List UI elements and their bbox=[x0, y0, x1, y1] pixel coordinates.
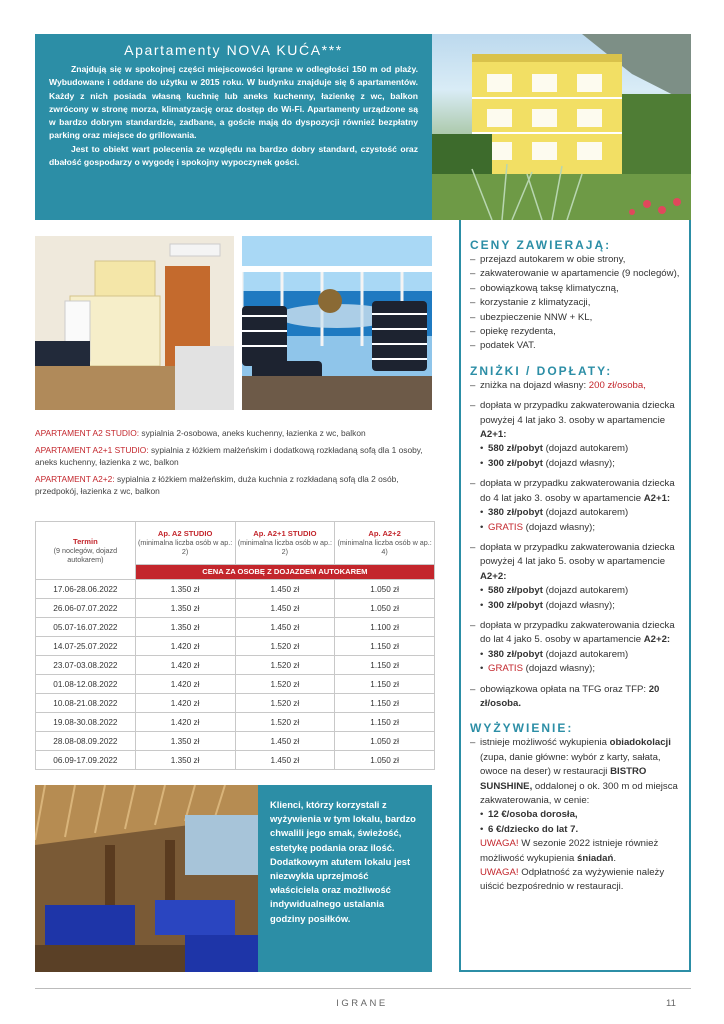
list-item: UWAGA! Odpłatność za wyżywienie należy uiścić bezpośrednio w restauracji. bbox=[480, 867, 665, 893]
footer-divider bbox=[35, 988, 691, 989]
col-header-a2-1: Ap. A2+1 STUDIO (minimalna liczba osób w ap.: 2) bbox=[235, 522, 335, 565]
discounts-list bbox=[470, 379, 680, 712]
list-item: – dopłata w przypadku zakwaterowania dziecka powyżej 4 lat jako 5. osoby w apartamencie A2+2: bbox=[470, 541, 680, 584]
table-row: 19.08-30.08.2022 1.420 zł 1.520 zł 1.150 zł bbox=[36, 713, 435, 732]
list-item: UWAGA! W sezonie 2022 istnieje również możliwość wykupienia śniadań. bbox=[480, 838, 659, 864]
list-item: • 6 €/dziecko do lat 7. bbox=[470, 823, 680, 837]
table-row: 10.08-21.08.2022 1.420 zł 1.520 zł 1.150 zł bbox=[36, 694, 435, 713]
apartment-descriptions bbox=[35, 427, 435, 502]
table-row: 26.06-07.07.2022 1.350 zł 1.450 zł 1.050 zł bbox=[36, 599, 435, 618]
list-item: – zakwaterowanie w apartamencie (9 noclegów), bbox=[470, 267, 680, 281]
table-row: 14.07-25.07.2022 1.420 zł 1.520 zł 1.150 zł bbox=[36, 637, 435, 656]
list-item: – obowiązkową taksę klimatyczną, bbox=[470, 282, 680, 296]
table-row: 23.07-03.08.2022 1.420 zł 1.520 zł 1.150 zł bbox=[36, 656, 435, 675]
intro-paragraph-2: Jest to obiekt wart polecenia ze względu na bardzo dobry standard, czystość oraz dbałość gospodarzy o wygodę i spokojny wypoczynek gości. bbox=[49, 143, 418, 168]
list-item: • 380 zł/pobyt (dojazd autokarem) bbox=[470, 648, 680, 662]
list-item: • 12 €/osoba dorosła, bbox=[470, 808, 680, 822]
list-item: • 300 zł/pobyt (dojazd własny); bbox=[470, 599, 680, 613]
table-row: 28.08-08.09.2022 1.350 zł 1.450 zł 1.050 zł bbox=[36, 732, 435, 751]
callout-arrow bbox=[415, 856, 429, 884]
discounts-heading: ZNIŻKI / DOPŁATY: bbox=[470, 363, 613, 378]
list-item: • GRATIS (dojazd własny); bbox=[470, 662, 680, 676]
list-item: – korzystanie z klimatyzacji, bbox=[470, 296, 680, 310]
balcony-photo bbox=[242, 236, 432, 410]
footer-location: IGRANE bbox=[336, 998, 388, 1009]
restaurant-info-box bbox=[258, 785, 432, 972]
apartment-a2: APARTAMENT A2 STUDIO: sypialnia 2-osobowa, aneks kuchenny, łazienka z wc, balkon bbox=[35, 428, 366, 438]
list-item: – zniżka na dojazd własny: 200 zł/osoba, bbox=[470, 379, 680, 393]
list-item: • 380 zł/pobyt (dojazd autokarem) bbox=[470, 506, 680, 520]
list-item: – dopłata w przypadku zakwaterowania dziecka do 4 lat jako 3. osoby w apartamencie A2+1: bbox=[470, 477, 680, 506]
list-item: • 580 zł/pobyt (dojazd autokarem) bbox=[470, 584, 680, 598]
table-row: 05.07-16.07.2022 1.350 zł 1.450 zł 1.100 zł bbox=[36, 618, 435, 637]
col-header-a2-2: Ap. A2+2 (minimalna liczba osób w ap.: 4) bbox=[335, 522, 435, 565]
list-item: – podatek VAT. bbox=[470, 339, 680, 353]
page-number: 11 bbox=[666, 998, 676, 1009]
list-item: • GRATIS (dojazd własny); bbox=[470, 521, 680, 535]
price-band-label: CENA ZA OSOBĘ Z DOJAZDEM AUTOKAREM bbox=[135, 564, 434, 579]
list-item: • 300 zł/pobyt (dojazd własny); bbox=[470, 457, 680, 471]
list-item: – przejazd autokarem w obie strony, bbox=[470, 253, 680, 267]
list-item: – dopłata w przypadku zakwaterowania dziecka do lat 4 jako 5. osoby w apartamencie A2+2: bbox=[470, 619, 680, 648]
table-row: 17.06-28.06.2022 1.350 zł 1.450 zł 1.050 zł bbox=[36, 580, 435, 599]
table-row: 01.08-12.08.2022 1.420 zł 1.520 zł 1.150 zł bbox=[36, 675, 435, 694]
list-item: • 580 zł/pobyt (dojazd autokarem) bbox=[470, 442, 680, 456]
restaurant-text: Klienci, którzy korzystali z wyżywienia w tym lokalu, bardzo chwalili jego smak, świeżość, estetykę podania oraz ilość. Dodatkowym atutem lokalu jest niezwykła uprzejmość właściciela oraz możliwość indywidualnego ustalania godziny posiłków. bbox=[270, 799, 416, 924]
intro-paragraph-1: Znajdują się w spokojnej części miejscowości Igrane w odległości 150 m od plaży. Wybudowane i oddane do użytku w 2015 roku. W budynku znajduje się 6 apartamentów. Każdy z nich posiada własną kuchnię lub aneks kuchenny, łazienkę z wc, balkon zwrócony w stronę morza, klimatyzację oraz dostęp do Wi-Fi. Apartamenty urządzone są w bardzo dobrym standardzie, zadbane, a goście mają do dyspozycji również bezpłatny parking oraz miejsce do grillowania. bbox=[49, 64, 418, 141]
table-row: 06.09-17.09.2022 1.350 zł 1.450 zł 1.050 zł bbox=[36, 751, 435, 770]
apartment-a2-1: APARTAMENT A2+1 STUDIO: sypialnia z łóżkiem małżeńskim i dodatkową rozkładaną sofą dla 1 osoby, aneks kuchenny, łazienka z wc, balkon bbox=[35, 444, 423, 468]
list-item: – obowiązkowa opłata na TFG oraz TFP: 20 zł/osoba. bbox=[470, 683, 680, 712]
list-item: – dopłata w przypadku zakwaterowania dziecka powyżej 4 lat jako 3. osoby w apartamencie A2+1: bbox=[470, 399, 680, 442]
list-item: – ubezpieczenie NNW + KL, bbox=[470, 311, 680, 325]
col-header-a2: Ap. A2 STUDIO (minimalna liczba osób w ap.: 2) bbox=[135, 522, 235, 565]
term-header: Termin (9 noclegów, dojazd autokarem) bbox=[36, 522, 136, 580]
list-item: – istnieje możliwość wykupienia obiadokolacji (zupa, danie główne: wybór z karty, sałata, owoce na deser) w restauracji BISTRO SUNSHINE, oddalonej o ok. 300 m od miejsca zakwaterowania, w cenie: bbox=[470, 736, 680, 808]
page-title: Apartamenty NOVA KUĆA*** bbox=[124, 42, 343, 58]
restaurant-photo bbox=[35, 785, 267, 972]
meals-list bbox=[470, 736, 680, 894]
studio-kitchen-photo bbox=[35, 236, 234, 410]
list-item: – opiekę rezydenta, bbox=[470, 325, 680, 339]
price-table bbox=[35, 521, 435, 770]
meals-heading: WYŻYWIENIE: bbox=[470, 721, 574, 736]
intro-box bbox=[35, 34, 432, 220]
building-photo bbox=[432, 34, 691, 220]
prices-include-list bbox=[470, 253, 680, 354]
prices-include-heading: CENY ZAWIERAJĄ: bbox=[470, 238, 612, 252]
apartment-a2-2: APARTAMENT A2+2: sypialnia z łóżkiem małżeńskim, duża kuchnia z rozkładaną sofą dla 2 osób, przedpokój, łazienka z wc, balkon bbox=[35, 473, 399, 497]
info-sidebar bbox=[459, 220, 691, 972]
